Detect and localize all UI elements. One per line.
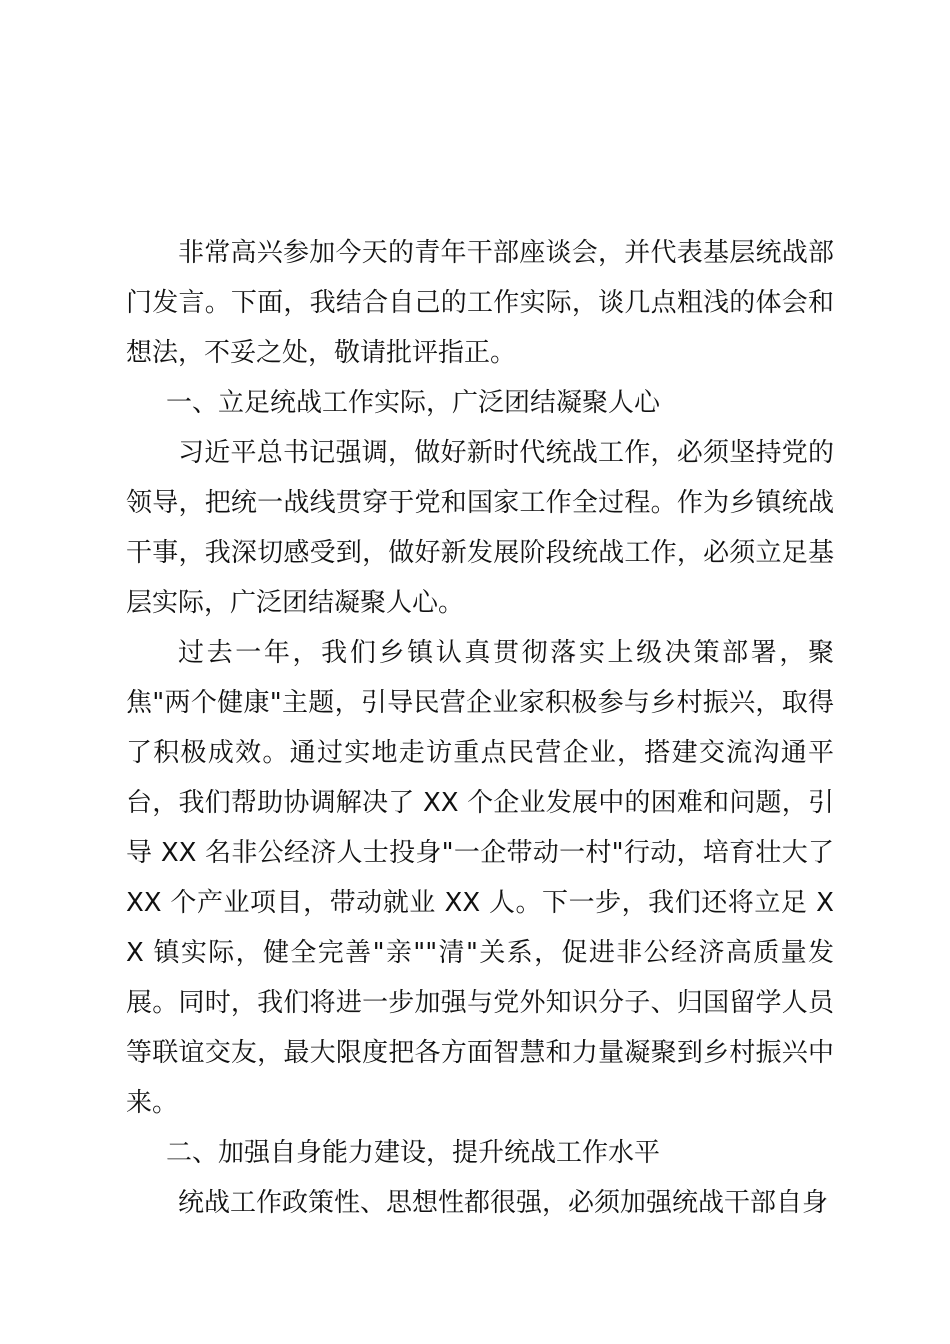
paragraph-intro: 非常高兴参加今天的青年干部座谈会，并代表基层统战部门发言。下面，我结合自己的工作实际，谈几点粗浅的体会和想法，不妥之处，敬请批评指正。 <box>126 238 834 368</box>
paragraph-section-1-a: 习近平总书记强调，做好新时代统战工作，必须坚持党的领导，把统一战线贯穿于党和国家工作全过程。作为乡镇统战干事，我深切感受到，做好新发展阶段统战工作，必须立足基层实际，广泛团结凝聚人心。 <box>126 438 834 618</box>
section-heading-2: 二、加强自身能力建设，提升统战工作水平 <box>166 1138 661 1168</box>
section-heading-1: 一、立足统战工作实际，广泛团结凝聚人心 <box>166 388 661 418</box>
paragraph-section-1-b: 过去一年，我们乡镇认真贯彻落实上级决策部署，聚焦"两个健康"主题，引导民营企业家积极参与乡村振兴，取得了积极成效。通过实地走访重点民营企业，搭建交流沟通平台，我们帮助协调解决了 XX 个企业发展中的困难和问题，引导 XX 名非公经济人士投身"一企带动一村"行动，培育壮大了 XX 个产业项目，带动就业 XX 人。下一步，我们还将立足 XX 镇实际，健全完善"亲""清"关系，促进非公经济高质量发展。同时，我们将进一步加强与党外知识分子、归国留学人员等联谊交友，最大限度把各方面智慧和力量凝聚到乡村振兴中来。 <box>126 638 834 1118</box>
document-body <box>126 228 834 1228</box>
paragraph-section-2-a: 统战工作政策性、思想性都很强，必须加强统战干部自身 <box>178 1188 829 1218</box>
